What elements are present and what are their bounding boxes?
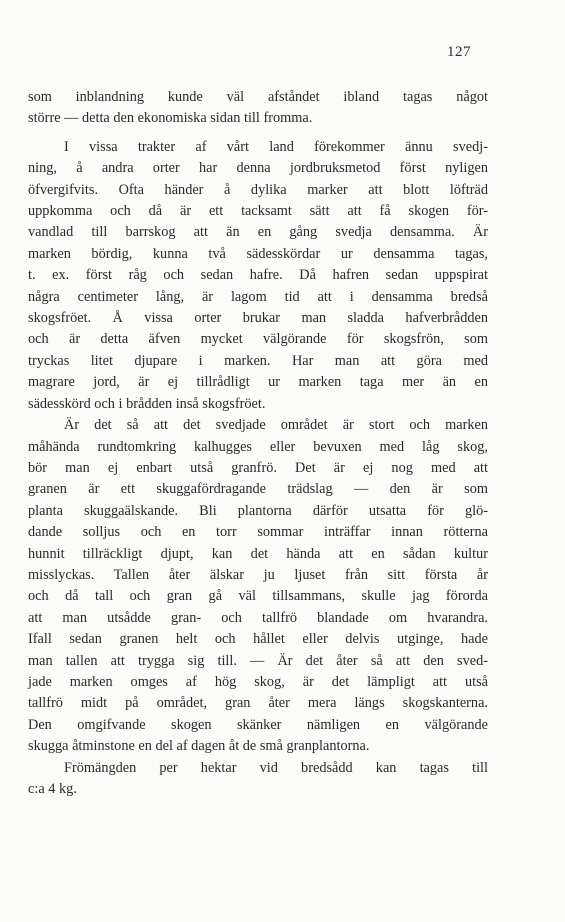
text-line: dande solljus och en torr sommar inträffar innan rötterna [28, 524, 488, 541]
text-line: tryckas litet djupare i marken. Har man att göra med [28, 352, 488, 369]
text-line: och då tall och gran gå väl tillsammans, skulle jag förorda [28, 588, 488, 605]
paragraph-1 [28, 87, 488, 130]
text-line: sädesskörd och i brådden inså skogsfröet. [28, 395, 266, 412]
text-line: Är det så att det svedjade området är stort och marken [64, 417, 488, 434]
text-line: granen är ett skuggafördragande trädslag — den är som [28, 481, 488, 498]
paragraph-2 [28, 137, 488, 415]
text-line: uppkomma och då är ett tacksamt sätt att få skogen för- [28, 203, 488, 220]
body-text [28, 87, 488, 800]
text-line: magrare jord, är ej tillrådligt ur marken taga mer än en [28, 374, 488, 391]
text-line: bör man ej enbart utså granfrö. Det är ej nog med att [28, 459, 488, 476]
text-line: man tallen att trygga sig till. — Är det åter så att den sved- [28, 652, 488, 669]
text-line: jade marken omges af hög skog, är det lämpligt att utså [28, 673, 488, 690]
text-line: skogsfröet. Å vissa orter brukar man sladda hafverbrådden [28, 310, 488, 327]
text-line: ning, å andra orter har denna jordbruksmetod först nyligen [28, 160, 488, 177]
text-line: måhända rundtomkring kalhugges eller bevuxen med låg skog, [28, 438, 488, 455]
text-line: c:a 4 kg. [28, 781, 77, 797]
text-line: att man utsådde gran- och tallfrö blandade om hvarandra. [28, 609, 488, 626]
text-line: och är detta äfven mycket välgörande för skogsfrön, som [28, 331, 488, 348]
text-line: marken bördig, kunna två sädesskördar ur densamma tagas, [28, 245, 488, 262]
page-number: 127 [447, 44, 471, 60]
text-line: öfvergifvits. Ofta händer å dylika marker att blott löfträd [28, 181, 488, 198]
text-line: Ifall sedan granen helt och hållet eller delvis utginge, hade [28, 631, 488, 648]
paragraph-4 [28, 758, 488, 801]
text-line: t. ex. först råg och sedan hafre. Då hafren sedan uppspirat [28, 267, 488, 284]
text-line: Frömängden per hektar vid bredsådd kan tagas till [64, 759, 488, 776]
text-line: Den omgifvande skogen skänker nämligen en välgörande [28, 716, 488, 733]
text-line: tallfrö midt på området, gran åter mera längs skogskanterna. [28, 695, 488, 712]
text-line: I vissa trakter af vårt land förekommer ännu svedj- [64, 138, 488, 155]
text-line: större — detta den ekonomiska sidan till fromma. [28, 110, 313, 127]
text-line: vandlad till barrskog att än en gång svedja densamma. Är [28, 224, 488, 241]
text-line: misslyckas. Tallen åter älskar ju ljuset från sitt första år [28, 566, 488, 583]
text-line: planta skuggaälskande. Bli plantorna därför utsatta för glö- [28, 502, 488, 519]
text-line: några centimeter lång, är lagom tid att i densamma bredså [28, 288, 488, 305]
text-line: som inblandning kunde väl afståndet ibland tagas något [28, 89, 488, 105]
text-line: skugga åtminstone en del af dagen åt de små granplantorna. [28, 738, 370, 755]
paragraph-3 [28, 415, 488, 758]
text-line: hunnit tillräckligt djupt, kan det hända att en sådan kultur [28, 545, 488, 562]
